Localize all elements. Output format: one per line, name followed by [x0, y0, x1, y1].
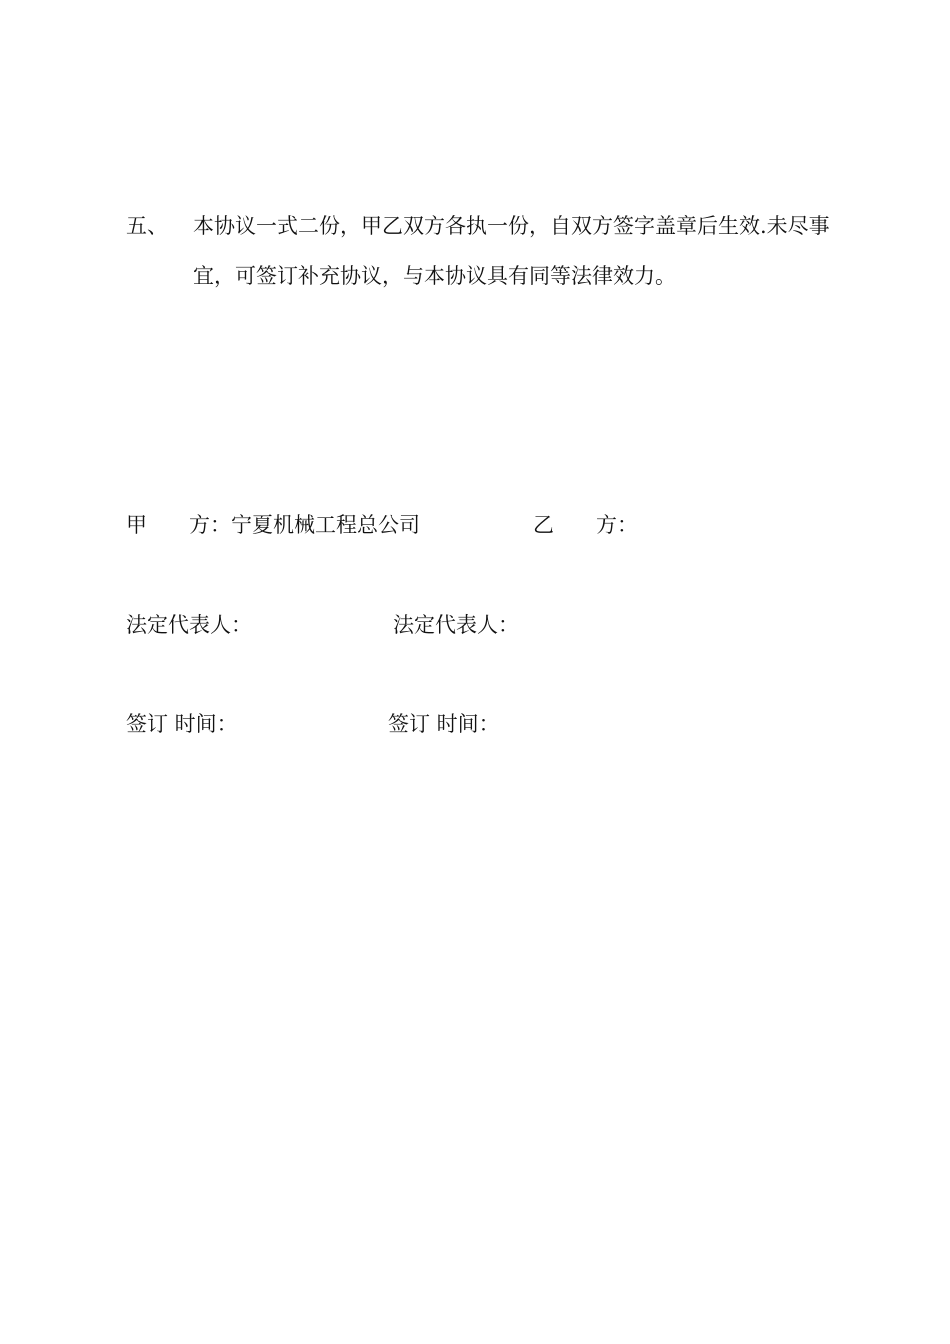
- party-a-label: 甲 方：宁夏机械工程总公司: [126, 513, 420, 537]
- party-a-representative-label: 法定代表人：: [126, 613, 252, 637]
- party-b-representative-label: 法定代表人：: [393, 613, 519, 637]
- clause-text-line-1: 本协议一式二份，甲乙双方各执一份，自双方签字盖章后生效.未尽事: [193, 214, 830, 238]
- clause-number: 五、: [126, 214, 168, 238]
- party-b-label: 乙 方：: [533, 513, 638, 537]
- party-a-sign-date-label: 签订 时间：: [126, 712, 238, 736]
- party-b-sign-date-label: 签订 时间：: [388, 712, 500, 736]
- clause-text-line-2: 宜，可签订补充协议，与本协议具有同等法律效力。: [193, 264, 676, 288]
